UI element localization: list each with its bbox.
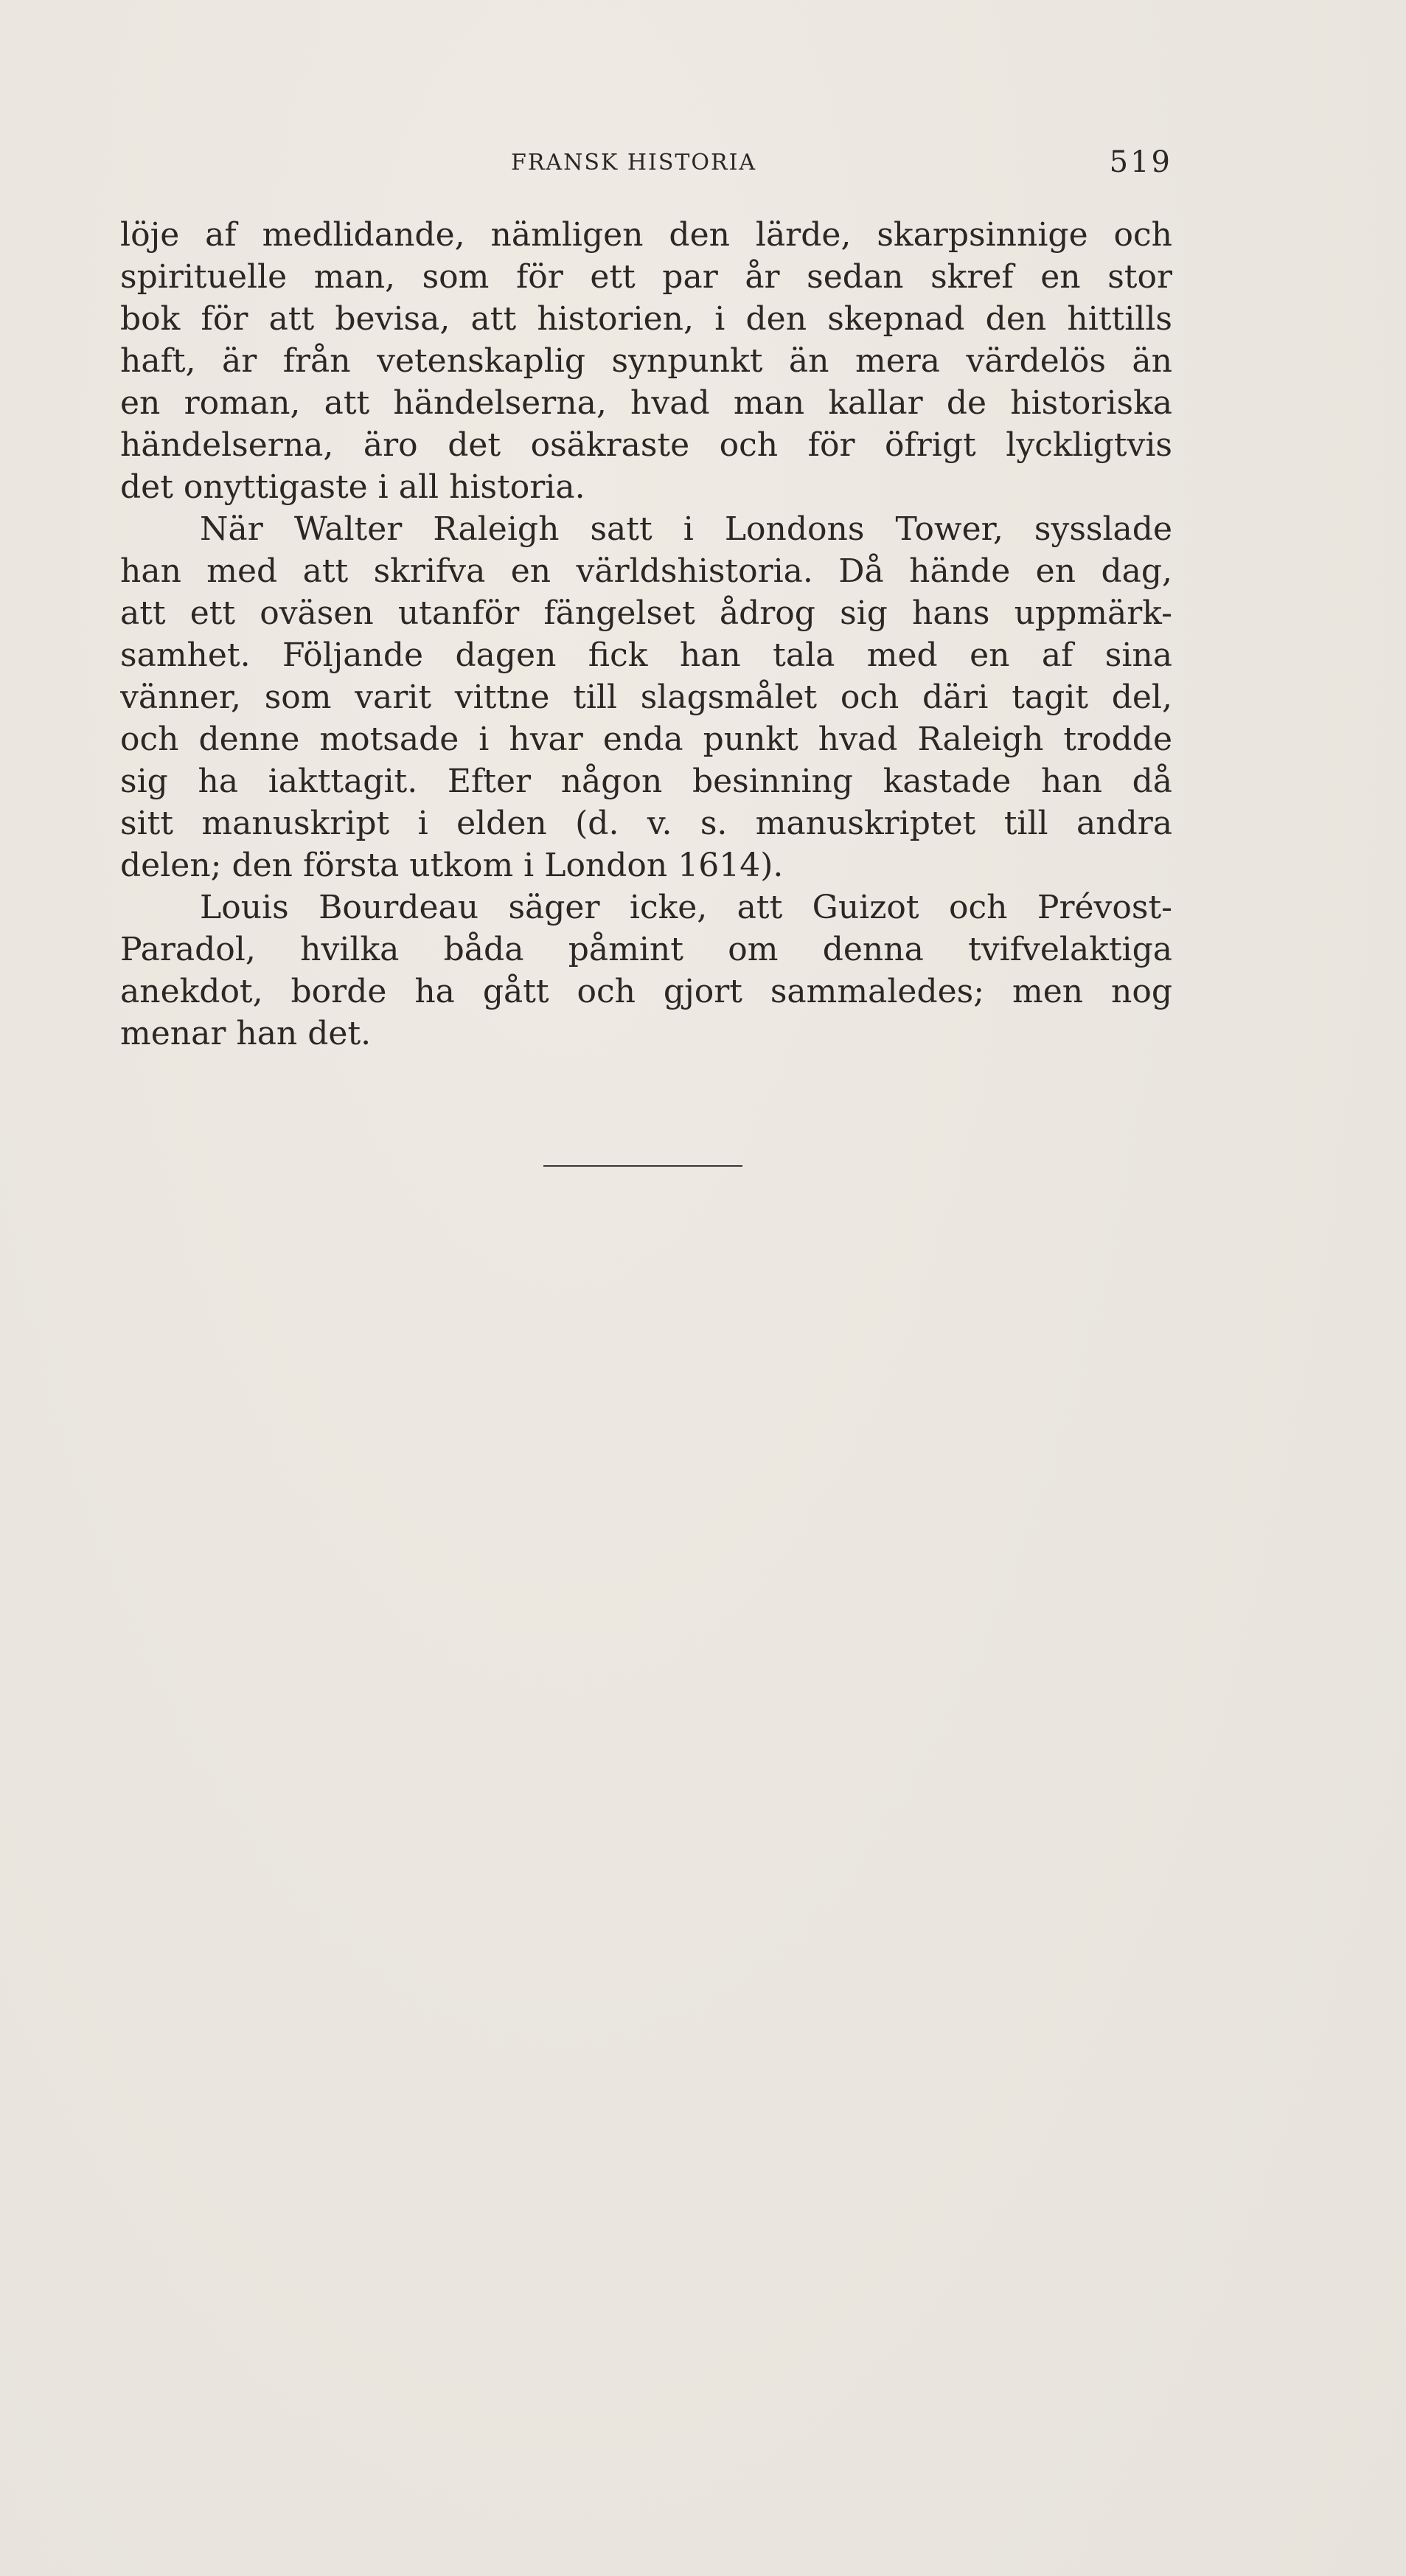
text-line: Louis Bourdeau säger icke, att Guizot och Prévost-	[200, 889, 1172, 926]
page-number: 519	[1109, 145, 1172, 179]
running-title: FRANSK HISTORIA	[511, 150, 757, 176]
text-line: vänner, som varit vittne till slagsmålet och däri tagit del,	[120, 678, 1172, 716]
text-line: Paradol, hvilka båda påmint om denna tvifvelaktiga	[120, 931, 1172, 968]
text-line: han med att skrifva en världshistoria. Då hände en dag,	[120, 552, 1172, 590]
body-text	[120, 214, 1172, 1055]
text-line: delen; den första utkom i London 1614).	[120, 847, 784, 884]
text-line: sitt manuskript i elden (d. v. s. manuskriptet till andra	[120, 805, 1172, 842]
text-line: När Walter Raleigh satt i Londons Tower, sysslade	[200, 510, 1172, 548]
text-line: och denne motsade i hvar enda punkt hvad Raleigh trodde	[120, 721, 1172, 758]
text-line: sig ha iakttagit. Efter någon besinning kastade han då	[120, 763, 1172, 800]
text-line: en roman, att händelserna, hvad man kallar de historiska	[120, 384, 1172, 422]
section-end-rule	[543, 1165, 742, 1167]
text-line: bok för att bevisa, att historien, i den skepnad den hittills	[120, 300, 1172, 338]
text-line: anekdot, borde ha gått och gjort sammaledes; men nog	[120, 973, 1172, 1010]
text-line: spirituelle man, som för ett par år sedan skref en stor	[120, 258, 1172, 296]
text-line: löje af medlidande, nämligen den lärde, skarpsinnige och	[120, 216, 1172, 254]
running-head	[120, 145, 1172, 179]
text-line: händelserna, äro det osäkraste och för öfrigt lyckligtvis	[120, 426, 1172, 464]
text-line: haft, är från vetenskaplig synpunkt än mera värdelös än	[120, 342, 1172, 380]
text-line: menar han det.	[120, 1015, 372, 1052]
text-line: samhet. Följande dagen fick han tala med en af sina	[120, 636, 1172, 674]
text-line: det onyttigaste i all historia.	[120, 468, 585, 506]
text-line: att ett oväsen utanför fängelset ådrog sig hans uppmärk-	[120, 594, 1172, 632]
